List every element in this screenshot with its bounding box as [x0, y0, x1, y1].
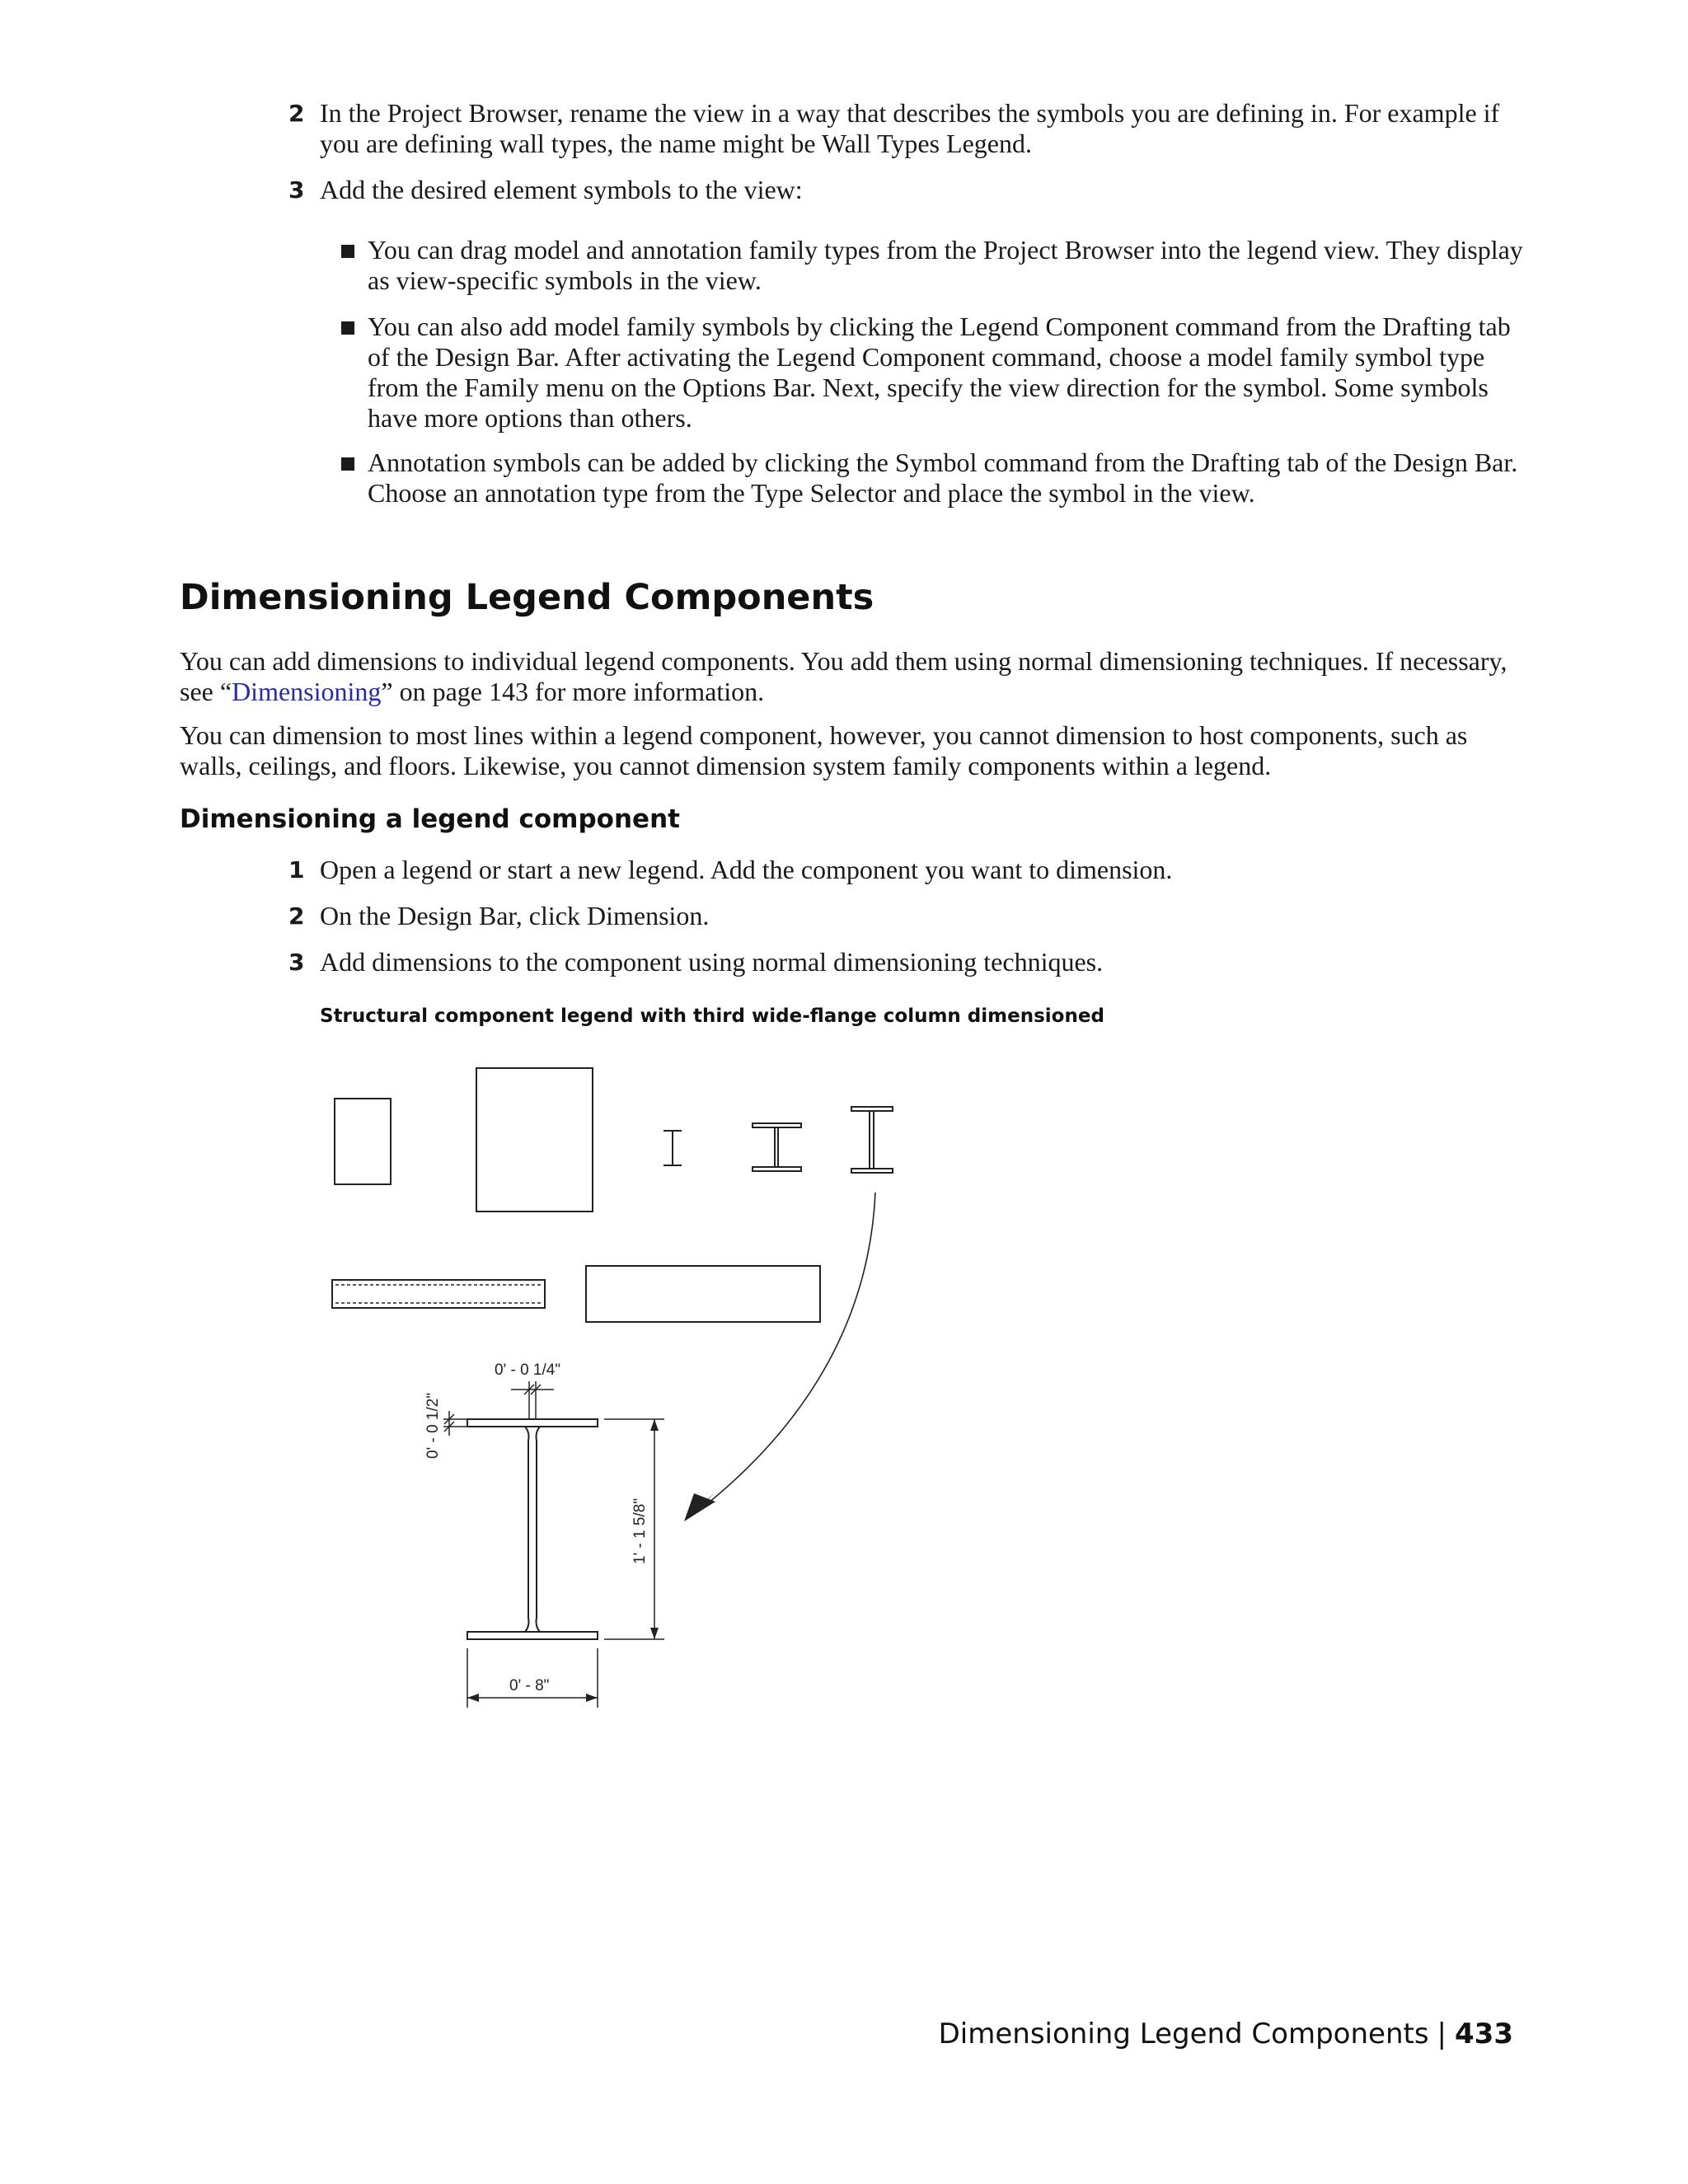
page-number: 433 — [1455, 2018, 1513, 2050]
dimensioning-link[interactable]: Dimensioning — [232, 677, 382, 706]
para-text-before: You can add dimensions to individual legend components. You add them using normal dimensioning techniques. If necessary, see “ — [180, 646, 1507, 706]
bullet-text: You can also add model family symbols by clicking the Legend Component command from the Drafting tab of the Design Bar. After activating the Legend Component command, choose a model family symbol type from the Family menu on the Options Bar. Next, specify the view direction for the symbol. Some symbols have more options than others. — [368, 312, 1511, 433]
step-number: 2 — [288, 100, 305, 127]
step-number: 2 — [288, 902, 305, 930]
i-beam-small-icon — [663, 1131, 682, 1165]
step-text: On the Design Bar, click Dimension. — [320, 901, 710, 930]
legend-rect-small — [335, 1099, 391, 1184]
legend-rect-large — [476, 1068, 593, 1212]
bullet-text: Annotation symbols can be added by clicking the Symbol command from the Drafting tab of the Design Bar. Choose an annotation type from the Type Selector and place the symbol in the view. — [368, 448, 1518, 508]
step-number: 3 — [288, 176, 305, 204]
bullet-text: You can drag model and annotation family types from the Project Browser into the legend view. They display as view-specific symbols in the view. — [368, 235, 1523, 295]
para-text-after: ” on page 143 for more information. — [381, 677, 765, 706]
figure-caption: Structural component legend with third wide-flange column dimensioned — [320, 1005, 1104, 1027]
dim-label-height: 1' - 1 5/8" — [631, 1497, 649, 1564]
i-beam-large-icon — [851, 1107, 893, 1173]
section-heading: Dimensioning Legend Components — [180, 577, 874, 618]
subheading: Dimensioning a legend component — [180, 804, 680, 834]
legend-rect-wide — [586, 1266, 820, 1322]
step-number: 3 — [288, 949, 305, 976]
dim-label-web: 0' - 0 1/4" — [495, 1361, 561, 1379]
curved-arrow — [696, 1193, 875, 1512]
footer-title: Dimensioning Legend Components — [938, 2018, 1429, 2050]
dim-label-flange-thickness: 0' - 0 1/2" — [424, 1392, 442, 1459]
i-beam-medium-icon — [753, 1123, 801, 1171]
step-text: In the Project Browser, rename the view in a way that describes the symbols you are defining in. For example if you are defining wall types, the name might be Wall Types Legend. — [320, 98, 1500, 158]
step-number: 1 — [288, 856, 305, 883]
footer-separator: | — [1437, 2018, 1447, 2050]
dimensioned-column — [467, 1419, 598, 1639]
step-text: Add dimensions to the component using normal dimensioning techniques. — [320, 947, 1104, 977]
step-text: Open a legend or start a new legend. Add the component you want to dimension. — [320, 855, 1173, 884]
step-text: Add the desired element symbols to the view: — [320, 175, 803, 204]
detail-paragraph: You can dimension to most lines within a legend component, however, you cannot dimension to host components, such as walls, ceilings, and floors. Likewise, you cannot dimension system family components within a legend. — [180, 720, 1468, 780]
page-footer — [939, 2018, 1513, 2050]
dim-label-width: 0' - 8" — [509, 1677, 550, 1694]
legend-beam-dashed — [332, 1280, 545, 1308]
